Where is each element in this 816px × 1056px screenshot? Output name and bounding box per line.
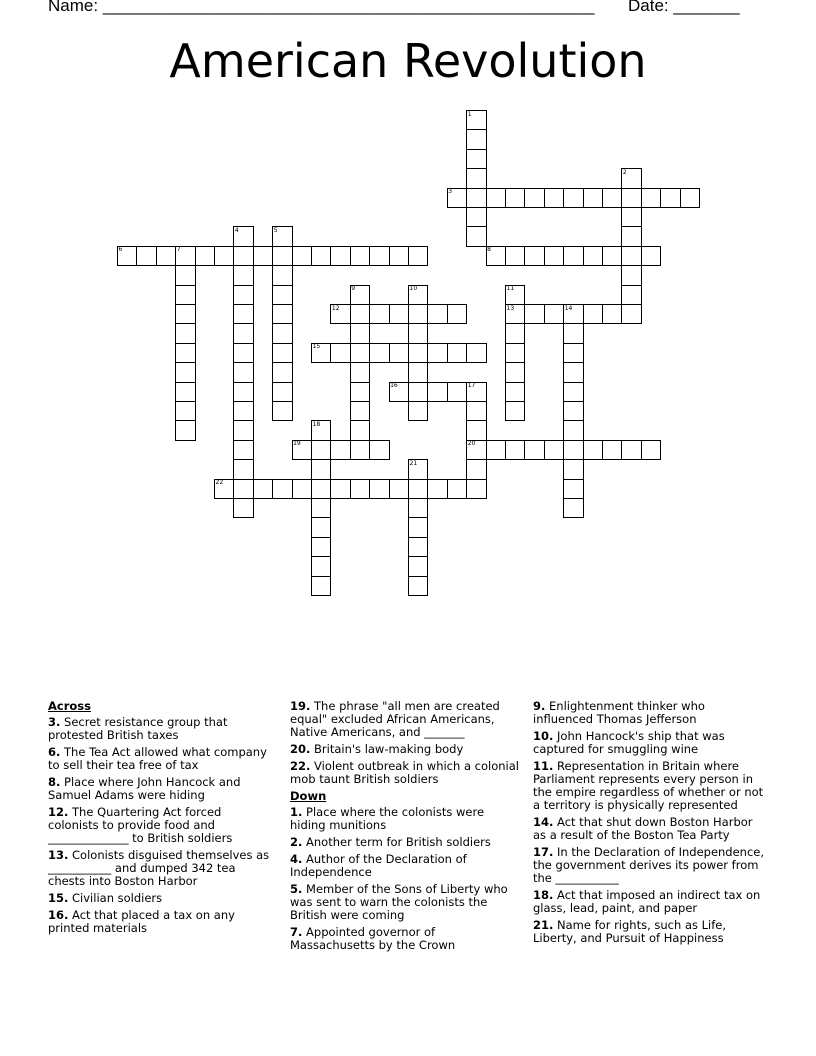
clue-number: 15 — [312, 343, 321, 351]
grid-cell[interactable] — [466, 149, 486, 169]
clues-column-1 — [48, 700, 273, 939]
grid-cell[interactable] — [583, 188, 603, 208]
grid-cell[interactable] — [466, 479, 486, 499]
clue-number: 22 — [215, 479, 224, 487]
grid-cell[interactable] — [505, 188, 525, 208]
clue-number: 12 — [331, 304, 340, 312]
grid-cell[interactable] — [233, 498, 253, 518]
grid-cell[interactable] — [505, 362, 525, 382]
grid-cell[interactable] — [350, 401, 370, 421]
grid-cell[interactable] — [408, 479, 428, 499]
grid-cell[interactable] — [466, 188, 486, 208]
grid-cell[interactable] — [253, 246, 273, 266]
clue-number: 19 — [293, 440, 301, 448]
clue-down-7: 7. Appointed governor of Massachusetts by the Crown — [290, 925, 456, 952]
grid-cell[interactable] — [292, 479, 312, 499]
grid-cell[interactable] — [602, 246, 622, 266]
clue-number: 13 — [506, 304, 515, 312]
grid-cell[interactable] — [272, 401, 292, 421]
clue-number: 4 — [234, 226, 239, 234]
clue-down-10: 10. John Hancock's ship that was captured for smuggling wine — [533, 729, 725, 756]
grid-cell[interactable] — [466, 207, 486, 227]
grid-cell[interactable] — [660, 188, 680, 208]
grid-cell[interactable] — [447, 479, 467, 499]
clue-down-1: 1. Place where the colonists were hiding munitions — [290, 805, 485, 832]
grid-cell[interactable] — [621, 304, 641, 324]
clues-column-2 — [290, 700, 520, 956]
grid-cell[interactable] — [175, 382, 195, 402]
grid-cell[interactable] — [408, 323, 428, 343]
grid-cell[interactable] — [563, 362, 583, 382]
grid-cell[interactable] — [175, 304, 195, 324]
grid-cell[interactable] — [408, 304, 428, 324]
clue-number: 6 — [118, 246, 123, 254]
grid-cell[interactable] — [505, 440, 525, 460]
grid-cell[interactable] — [524, 440, 544, 460]
clue-down-11: 11. Representation in Britain where Parliament represents every person in the empire regardless of whether or not a territory is physically represented — [533, 759, 764, 812]
grid-cell[interactable] — [524, 304, 544, 324]
grid-cell[interactable] — [621, 207, 641, 227]
grid-cell[interactable] — [583, 440, 603, 460]
clue-down-9: 9. Enlightenment thinker who influenced Thomas Jefferson — [533, 699, 705, 726]
grid-cell[interactable] — [427, 343, 447, 363]
grid-cell[interactable] — [563, 401, 583, 421]
grid-cell[interactable] — [505, 382, 525, 402]
grid-cell[interactable] — [311, 479, 331, 499]
grid-cell[interactable] — [175, 343, 195, 363]
grid-cell[interactable] — [621, 246, 641, 266]
across-heading: Across — [48, 699, 91, 713]
grid-cell[interactable] — [136, 246, 156, 266]
grid-cell[interactable] — [311, 576, 331, 596]
grid-cell[interactable] — [233, 420, 253, 440]
grid-cell[interactable] — [447, 304, 467, 324]
clue-number: 2 — [622, 168, 627, 176]
clue-number: 17 — [467, 382, 476, 390]
grid-cell[interactable] — [466, 459, 486, 479]
grid-cell[interactable] — [272, 304, 292, 324]
clue-across-3: 3. Secret resistance group that protested British taxes — [48, 715, 228, 742]
grid-cell[interactable] — [272, 362, 292, 382]
clue-across-22: 22. Violent outbreak in which a colonial mob taunt British soldiers — [290, 759, 519, 786]
grid-cell[interactable] — [233, 343, 253, 363]
grid-cell[interactable] — [369, 304, 389, 324]
grid-cell[interactable] — [641, 440, 661, 460]
grid-cell[interactable] — [563, 246, 583, 266]
grid-cell[interactable] — [563, 382, 583, 402]
grid-cell[interactable] — [641, 246, 661, 266]
grid-cell[interactable] — [408, 537, 428, 557]
grid-cell[interactable] — [330, 440, 350, 460]
grid-cell[interactable] — [427, 479, 447, 499]
grid-cell[interactable] — [602, 304, 622, 324]
grid-cell[interactable] — [563, 420, 583, 440]
grid-cell[interactable] — [563, 498, 583, 518]
grid-cell[interactable] — [505, 343, 525, 363]
grid-cell[interactable] — [233, 362, 253, 382]
clue-down-18: 18. Act that imposed an indirect tax on glass, lead, paint, and paper — [533, 888, 761, 915]
grid-cell[interactable] — [233, 479, 253, 499]
grid-cell[interactable] — [175, 285, 195, 305]
grid-cell[interactable] — [447, 382, 467, 402]
grid-cell[interactable] — [505, 401, 525, 421]
grid-cell[interactable] — [272, 382, 292, 402]
grid-cell[interactable] — [466, 420, 486, 440]
grid-cell[interactable] — [350, 323, 370, 343]
clue-number: 18 — [312, 420, 321, 428]
clue-number: 7 — [176, 246, 181, 254]
grid-cell[interactable] — [350, 343, 370, 363]
grid-cell[interactable] — [350, 382, 370, 402]
grid-cell[interactable] — [311, 517, 331, 537]
clue-across-20: 20. Britain's law-making body — [290, 742, 464, 756]
grid-cell[interactable] — [466, 168, 486, 188]
grid-cell[interactable] — [466, 226, 486, 246]
clue-down-14: 14. Act that shut down Boston Harbor as a result of the Boston Tea Party — [533, 815, 753, 842]
grid-cell[interactable] — [350, 420, 370, 440]
grid-cell[interactable] — [195, 246, 215, 266]
clue-across-15: 15. Civilian soldiers — [48, 891, 163, 905]
grid-cell[interactable] — [330, 343, 350, 363]
grid-cell[interactable] — [233, 304, 253, 324]
grid-cell[interactable] — [680, 188, 700, 208]
grid-cell[interactable] — [621, 265, 641, 285]
grid-cell[interactable] — [427, 382, 447, 402]
grid-cell[interactable] — [389, 479, 409, 499]
clue-across-8: 8. Place where John Hancock and Samuel Adams were hiding — [48, 775, 241, 802]
grid-cell[interactable] — [233, 265, 253, 285]
clue-number: 14 — [564, 304, 573, 312]
grid-cell[interactable] — [621, 226, 641, 246]
grid-cell[interactable] — [233, 401, 253, 421]
grid-cell[interactable] — [408, 401, 428, 421]
grid-cell[interactable] — [563, 343, 583, 363]
grid-cell[interactable] — [389, 304, 409, 324]
grid-cell[interactable] — [583, 304, 603, 324]
clue-across-13: 13. Colonists disguised themselves as ___________ and dumped 342 tea chests into Boston Harbor — [48, 848, 270, 888]
grid-cell[interactable] — [621, 440, 641, 460]
grid-cell[interactable] — [292, 246, 312, 266]
grid-cell[interactable] — [641, 188, 661, 208]
grid-cell[interactable] — [583, 246, 603, 266]
grid-cell[interactable] — [563, 188, 583, 208]
grid-cell[interactable] — [272, 265, 292, 285]
clue-number: 1 — [467, 110, 472, 118]
grid-cell[interactable] — [563, 459, 583, 479]
clue-number: 11 — [506, 285, 515, 293]
grid-cell[interactable] — [602, 440, 622, 460]
grid-cell[interactable] — [408, 556, 428, 576]
clue-across-12: 12. The Quartering Act forced colonists to provide food and ______________ to British soldiers — [48, 805, 233, 845]
grid-cell[interactable] — [175, 362, 195, 382]
grid-cell[interactable] — [544, 188, 564, 208]
clue-down-5: 5. Member of the Sons of Liberty who was sent to warn the colonists the British were coming — [290, 882, 508, 922]
grid-cell[interactable] — [524, 188, 544, 208]
grid-cell[interactable] — [505, 246, 525, 266]
clue-down-2: 2. Another term for British soldiers — [290, 835, 491, 849]
grid-cell[interactable] — [233, 440, 253, 460]
grid-cell[interactable] — [311, 246, 331, 266]
page-title: American Revolution — [169, 34, 647, 88]
grid-cell[interactable] — [408, 498, 428, 518]
date-field[interactable]: Date: _______ — [628, 0, 740, 15]
grid-cell[interactable] — [524, 246, 544, 266]
grid-cell[interactable] — [311, 537, 331, 557]
grid-cell[interactable] — [389, 246, 409, 266]
grid-cell[interactable] — [408, 246, 428, 266]
grid-cell[interactable] — [447, 343, 467, 363]
clue-across-6: 6. The Tea Act allowed what company to sell their tea free of tax — [48, 745, 267, 772]
grid-cell[interactable] — [330, 246, 350, 266]
clue-number: 5 — [273, 226, 278, 234]
clue-number: 3 — [448, 188, 453, 196]
down-heading: Down — [290, 789, 327, 803]
grid-cell[interactable] — [544, 304, 564, 324]
clue-across-16: 16. Act that placed a tax on any printed materials — [48, 908, 235, 935]
clue-down-4: 4. Author of the Declaration of Independence — [290, 852, 467, 879]
grid-cell[interactable] — [563, 479, 583, 499]
grid-cell[interactable] — [272, 479, 292, 499]
clue-number: 20 — [467, 440, 476, 448]
grid-cell[interactable] — [408, 382, 428, 402]
grid-cell[interactable] — [408, 517, 428, 537]
clue-number: 9 — [351, 285, 356, 293]
grid-cell[interactable] — [350, 246, 370, 266]
name-field[interactable]: Name: ____________________________________________________ — [48, 0, 595, 15]
grid-cell[interactable] — [466, 129, 486, 149]
grid-cell[interactable] — [427, 304, 447, 324]
grid-cell[interactable] — [214, 246, 234, 266]
grid-cell[interactable] — [486, 440, 506, 460]
grid-cell[interactable] — [233, 246, 253, 266]
grid-cell[interactable] — [233, 459, 253, 479]
grid-cell[interactable] — [311, 440, 331, 460]
grid-cell[interactable] — [369, 246, 389, 266]
grid-cell[interactable] — [389, 343, 409, 363]
grid-cell[interactable] — [175, 420, 195, 440]
grid-cell[interactable] — [544, 440, 564, 460]
grid-cell[interactable] — [175, 401, 195, 421]
clues-column-3 — [533, 700, 768, 949]
clue-number: 16 — [390, 382, 398, 390]
grid-cell[interactable] — [369, 479, 389, 499]
grid-cell[interactable] — [505, 323, 525, 343]
grid-cell[interactable] — [272, 246, 292, 266]
grid-cell[interactable] — [369, 343, 389, 363]
grid-cell[interactable] — [311, 556, 331, 576]
grid-cell[interactable] — [408, 362, 428, 382]
clue-number: 21 — [409, 459, 418, 467]
grid-cell[interactable] — [544, 246, 564, 266]
grid-cell[interactable] — [272, 285, 292, 305]
grid-cell[interactable] — [311, 459, 331, 479]
grid-cell[interactable] — [408, 343, 428, 363]
clue-down-17: 17. In the Declaration of Independence, the government derives its power from the ___________ — [533, 845, 765, 885]
grid-cell[interactable] — [233, 323, 253, 343]
grid-cell[interactable] — [466, 401, 486, 421]
grid-cell[interactable] — [156, 246, 176, 266]
grid-cell[interactable] — [311, 498, 331, 518]
grid-cell[interactable] — [233, 382, 253, 402]
grid-cell[interactable] — [563, 323, 583, 343]
clue-number: 8 — [487, 246, 491, 254]
grid-cell[interactable] — [408, 576, 428, 596]
grid-cell[interactable] — [466, 343, 486, 363]
grid-cell[interactable] — [621, 188, 641, 208]
grid-cell[interactable] — [350, 304, 370, 324]
clue-across-19: 19. The phrase "all men are created equal" excluded African Americans, Native Americans, and _______ — [290, 699, 500, 739]
clue-number: 10 — [409, 285, 418, 293]
grid-cell[interactable] — [621, 285, 641, 305]
grid-cell[interactable] — [233, 285, 253, 305]
grid-cell[interactable] — [486, 188, 506, 208]
grid-cell[interactable] — [350, 440, 370, 460]
grid-cell[interactable] — [253, 479, 273, 499]
grid-cell[interactable] — [272, 323, 292, 343]
grid-cell[interactable] — [563, 440, 583, 460]
grid-cell[interactable] — [369, 440, 389, 460]
grid-cell[interactable] — [350, 479, 370, 499]
clue-down-21: 21. Name for rights, such as Life, Liberty, and Pursuit of Happiness — [533, 918, 727, 945]
grid-cell[interactable] — [350, 362, 370, 382]
grid-cell[interactable] — [602, 188, 622, 208]
grid-cell[interactable] — [330, 479, 350, 499]
grid-cell[interactable] — [272, 343, 292, 363]
grid-cell[interactable] — [175, 323, 195, 343]
grid-cell[interactable] — [175, 265, 195, 285]
